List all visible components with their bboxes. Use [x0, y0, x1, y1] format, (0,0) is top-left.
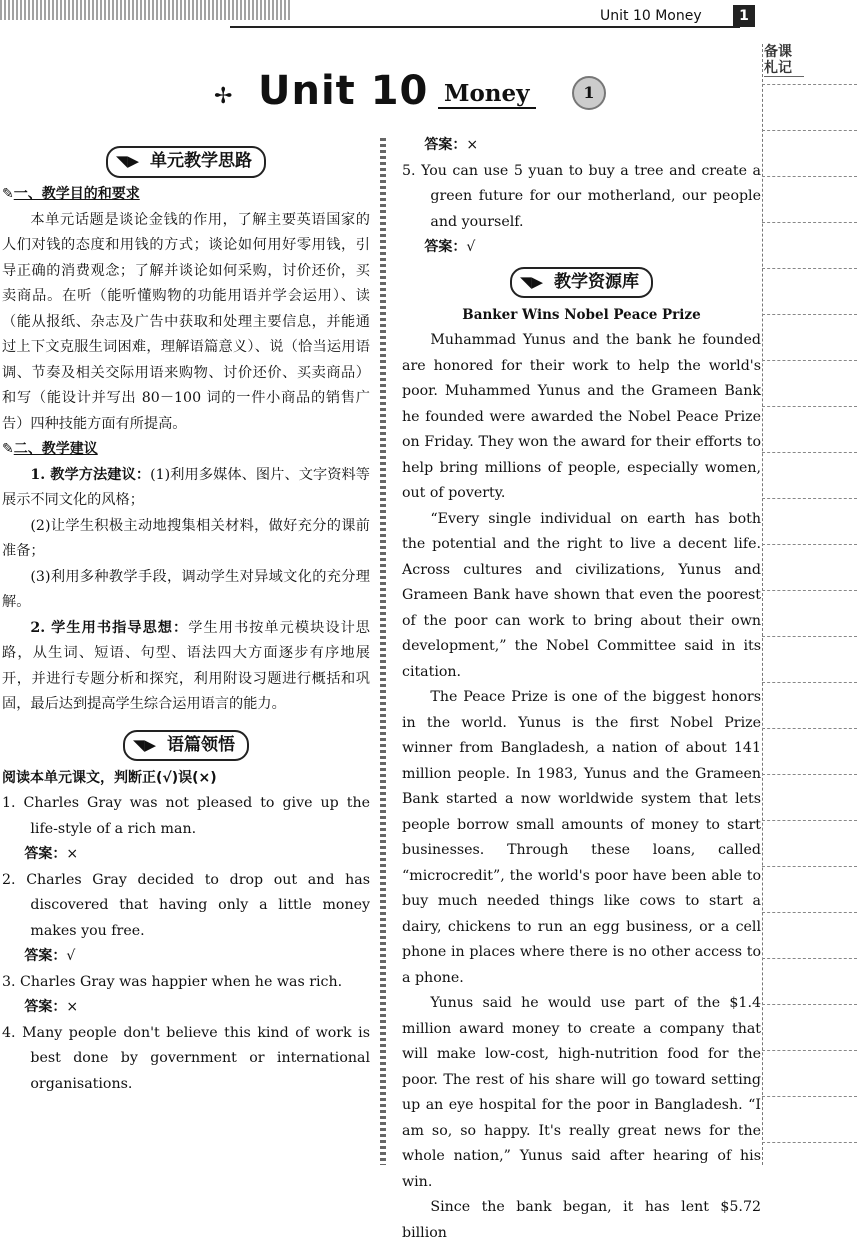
section-title: ◥▶ 语篇领悟: [123, 730, 249, 762]
note-line: [762, 176, 857, 177]
right-column: [402, 133, 761, 1246]
header-pattern: [0, 0, 290, 20]
notes-border: [762, 44, 763, 1165]
note-line: [762, 498, 857, 499]
topic-label: Money: [438, 80, 536, 109]
page-number: 1: [733, 5, 755, 27]
note-line: [762, 1004, 857, 1005]
answer: 答案：×: [24, 846, 79, 862]
paragraph: 2. 学生用书指导思想：学生用书按单元模块设计思路，从生词、短语、句型、语法四大方面逐步有序地展开，并进行专题分析和探究，利用附设习题进行概括和巩固，最后达到提高学生综合运用语言的能力。: [2, 619, 370, 712]
paragraph: Muhammad Yunus and the bank he founded are honored for their work to help the world's poor. Muhammed Yunus and the Grameen Bank he founded were awarded the Nobel Peace Prize on Friday. They won the award for their efforts to help bring millions of people, especially women, out of poverty.: [402, 332, 761, 501]
article-title: Banker Wins Nobel Peace Prize: [462, 306, 701, 323]
paragraph: Since the bank began, it has lent $5.72 billion: [402, 1199, 761, 1241]
note-line: [762, 1096, 857, 1097]
paragraph: 1. 教学方法建议：(1)利用多媒体、图片、文字资料等展示不同文化的风格；: [2, 466, 370, 508]
note-line: [762, 222, 857, 223]
question: 2. Charles Gray decided to drop out and has discovered that having only a little money makes you free.: [2, 871, 370, 939]
answer: 答案：√: [24, 948, 76, 964]
paragraph: “Every single individual on earth has both the potential and the right to live a decent life. Across cultures and civilizations, Yunus and Grameen Bank have shown that even the poorest of the poor can work to bring about their own development,” the Nobel Committee said in its citation.: [402, 510, 761, 680]
answer: 答案：√: [424, 239, 476, 255]
note-line: [762, 820, 857, 821]
note-line: [762, 682, 857, 683]
note-line: [762, 912, 857, 913]
unit-label: Unit 10: [258, 68, 429, 114]
note-line: [762, 636, 857, 637]
note-line: [762, 728, 857, 729]
header-rule: [230, 26, 740, 28]
subheading: ✎一、教学目的和要求: [2, 186, 140, 202]
note-line: [762, 268, 857, 269]
question: 5. You can use 5 yuan to buy a tree and create a green future for our motherland, our people and yourself.: [402, 162, 761, 230]
note-line: [762, 1142, 857, 1143]
section-heading: [402, 267, 761, 299]
question: 3. Charles Gray was happier when he was rich.: [2, 973, 343, 990]
answer: 答案：×: [424, 137, 479, 153]
unit-title: [210, 68, 630, 118]
note-line: [762, 544, 857, 545]
note-line: [762, 314, 857, 315]
instruction: 阅读本单元课文，判断正(√)误(×): [2, 769, 217, 786]
note-line: [762, 1050, 857, 1051]
note-line: [762, 866, 857, 867]
note-line: [762, 958, 857, 959]
notes-margin: [762, 44, 860, 1165]
section-title: ◥▶ 单元教学思路: [106, 146, 266, 178]
note-line: [762, 84, 857, 85]
section-heading: [2, 730, 370, 762]
notes-label: 备课札记: [764, 44, 804, 77]
note-line: [762, 130, 857, 131]
note-line: [762, 452, 857, 453]
paragraph: 本单元话题是谈论金钱的作用，了解主要英语国家的人们对钱的态度和用钱的方式；谈论如何用好零用钱，引导正确的消费观念；了解并谈论如何采购，讨价还价，买卖商品。在听（能听懂购物的功能用语并学会运用）、读（能从报纸、杂志及广告中获取和处理主要信息，并能通过上下文克服生词困难，理解语篇意义）、说（恰当运用语调、节奏及相关交际用语来购物、讨价还价、买卖商品）和写（能设计并写出 80－100 词的一件小商品的销售广告）四种技能方面有所提高。: [2, 211, 370, 432]
note-line: [762, 360, 857, 361]
note-line: [762, 406, 857, 407]
section-title: ◥▶ 教学资源库: [510, 267, 653, 299]
paragraph: (2)让学生积极主动地搜集相关材料，做好充分的课前准备；: [2, 517, 370, 559]
running-title: Unit 10 Money: [600, 8, 702, 24]
note-line: [762, 590, 857, 591]
answer: 答案：×: [24, 999, 79, 1015]
left-column: [2, 140, 370, 1097]
column-divider: [380, 138, 386, 1165]
paragraph: (3)利用多种教学手段，调动学生对异域文化的充分理解。: [2, 568, 370, 610]
butterfly-icon: ✢: [214, 84, 233, 109]
section-heading: [2, 146, 370, 178]
question: 1. Charles Gray was not pleased to give up the life-style of a rich man.: [2, 795, 370, 837]
paragraph: Yunus said he would use part of the $1.4 million award money to create a company that will make low-cost, high-nutrition food for the poor. The rest of his share will go toward setting up an eye hospital for the poor in Bangladesh. “I am so, so happy. It's really great news for the whole nation,” Yunus said after hearing of his win.: [402, 995, 761, 1190]
unit-badge: 1: [572, 76, 606, 110]
question: 4. Many people don't believe this kind of work is best done by government or international organisations.: [2, 1024, 370, 1092]
paragraph: The Peace Prize is one of the biggest honors in the world. Yunus is the first Nobel Prize winner from Bangladesh, a nation of about 141 million people. In 1983, Yunus and the Grameen Bank started a now worldwide system that lets people borrow small amounts of money to start businesses. Through these loans, called “microcredit”, the world's poor have been able to buy much needed things like cows to start a dairy, chickens to run an egg business, or a cell phone in places where there is no other access to a phone.: [402, 689, 761, 986]
note-line: [762, 774, 857, 775]
subheading: ✎二、教学建议: [2, 441, 98, 457]
